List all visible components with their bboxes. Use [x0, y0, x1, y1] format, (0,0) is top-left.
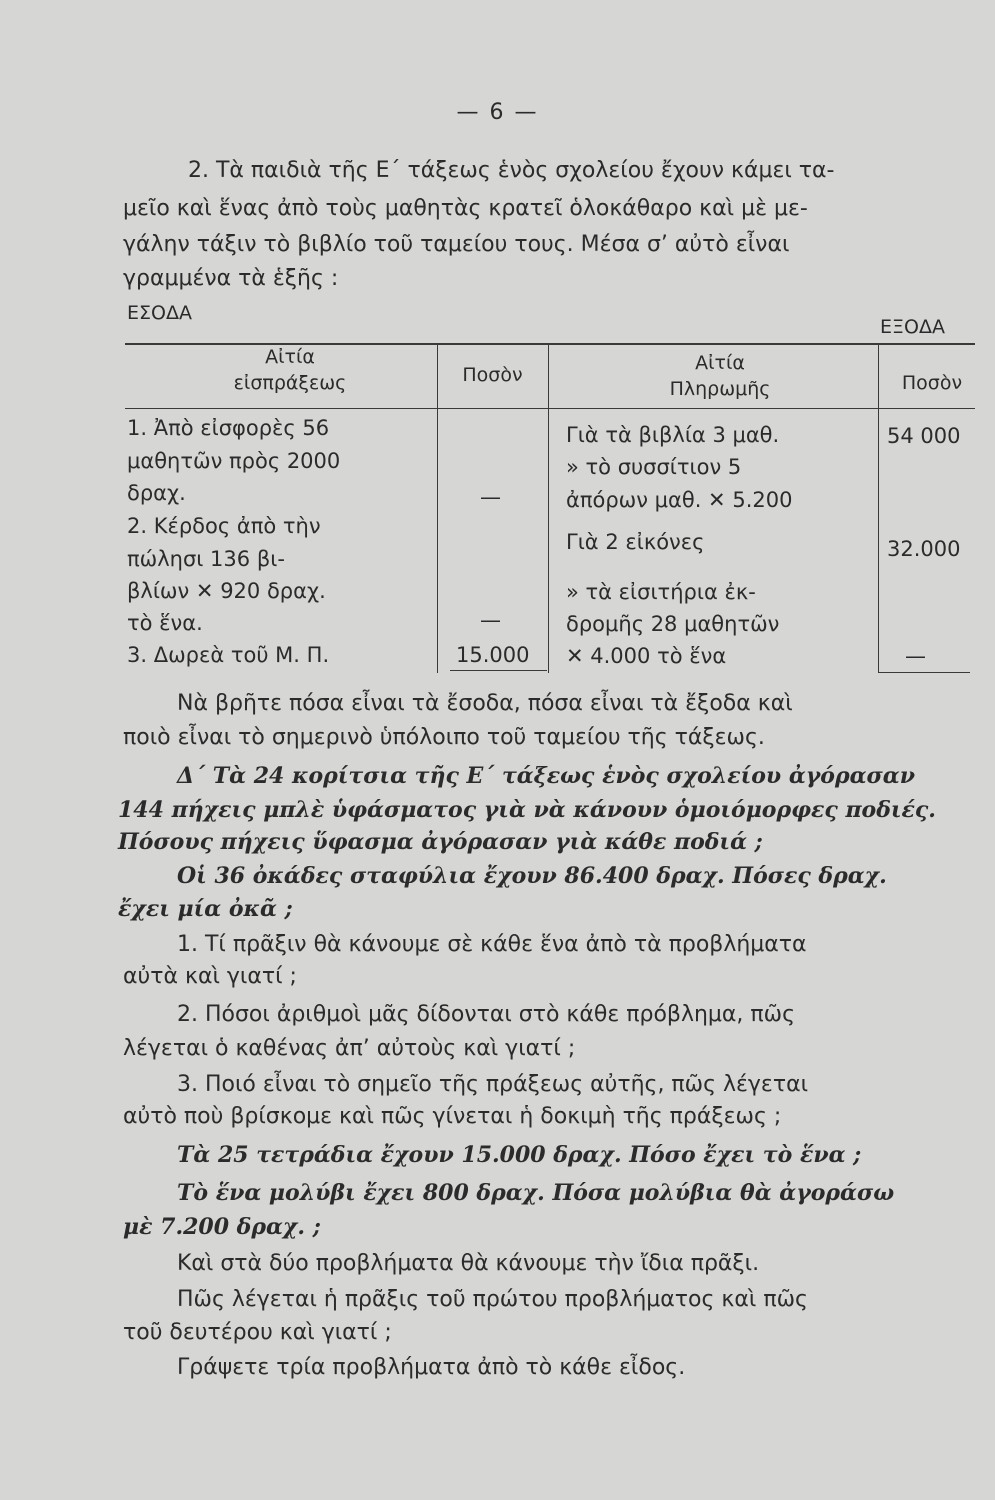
question-line: 1. Τί πρᾶξιν θὰ κάνουμε σὲ κάθε ἕνα ἀπὸ τὰ προβλήματα	[177, 932, 807, 957]
income-line: βλίων ✕ 920 δραχ.	[127, 579, 326, 603]
column-divider	[878, 343, 879, 673]
question-line: 2. Πόσοι ἀριθμοὶ μᾶς δίδονται στὸ κάθε πρόβλημα, πῶς	[177, 1002, 795, 1027]
question-line: ποιὸ εἶναι τὸ σημερινὸ ὑπόλοιπο τοῦ ταμείου τῆς τάξεως.	[123, 725, 765, 750]
expense-title: ΕΞΟΔΑ	[880, 316, 945, 338]
question-line: λέγεται ὁ καθένας ἀπ’ αὐτοὺς καὶ γιατί ;	[123, 1036, 576, 1061]
income-line: δραχ.	[127, 481, 186, 505]
question-line: αὐτὸ ποὺ βρίσκομε καὶ πῶς γίνεται ἡ δοκιμὴ τῆς πράξεως ;	[123, 1104, 782, 1129]
table-header-rule	[125, 408, 975, 409]
problem-line: Δ΄ Τὰ 24 κορίτσια τῆς Ε΄ τάξεως ἑνὸς σχολείου ἀγόρασαν	[177, 763, 915, 789]
intro-line: γάλην τάξιν τὸ βιβλίο τοῦ ταμείου τους. Μέσα σ’ αὐτὸ εἶναι	[123, 232, 790, 257]
closing-line: Πῶς λέγεται ἡ πρᾶξις τοῦ πρώτου προβλήματος καὶ πῶς	[177, 1287, 808, 1312]
income-line: 2. Κέρδος ἀπὸ τὴν	[127, 514, 321, 538]
income-amount: —	[480, 608, 501, 632]
question-line: αὐτὰ καὶ γιατί ;	[123, 964, 297, 989]
cell-rule	[878, 672, 970, 673]
header-cause-expense: Αἰτία Πληρωμῆς	[669, 352, 771, 400]
problem-line: μὲ 7.200 δραχ. ;	[123, 1214, 321, 1240]
expense-line: Γιὰ τὰ βιβλία 3 μαθ.	[566, 423, 780, 447]
income-line: τὸ ἕνα.	[127, 611, 203, 635]
intro-line: μεῖο καὶ ἕνας ἀπὸ τοὺς μαθητὰς κρατεῖ ὁλοκάθαρο καὶ μὲ με-	[123, 196, 808, 221]
problem-line: ἔχει μία ὀκᾶ ;	[118, 896, 293, 922]
problem-line: 144 πήχεις μπλὲ ὑφάσματος γιὰ νὰ κάνουν ὁμοιόμορφες ποδιές.	[118, 797, 936, 823]
expense-amount: 54 000	[887, 424, 961, 448]
problem-line: Οἱ 36 ὀκάδες σταφύλια ἔχουν 86.400 δραχ. Πόσες δραχ.	[177, 863, 887, 889]
question-line: 3. Ποιό εἶναι τὸ σημεῖο τῆς πράξεως αὐτῆς, πῶς λέγεται	[177, 1072, 809, 1097]
income-line: 1. Ἀπὸ εἰσφορὲς 56	[127, 416, 330, 440]
expense-line: δρομῆς 28 μαθητῶν	[566, 612, 780, 636]
question-line: Νὰ βρῆτε πόσα εἶναι τὰ ἔσοδα, πόσα εἶναι τὰ ἔξοδα καὶ	[177, 691, 793, 716]
expense-line: ἀπόρων μαθ. ✕ 5.200	[566, 488, 793, 512]
expense-line: ✕ 4.000 τὸ ἕνα	[566, 644, 727, 668]
closing-line: τοῦ δευτέρου καὶ γιατί ;	[123, 1320, 392, 1345]
column-divider	[437, 343, 438, 673]
income-line: μαθητῶν πρὸς 2000	[127, 449, 341, 473]
closing-line: Γράψετε τρία προβλήματα ἀπὸ τὸ κάθε εἶδος.	[177, 1355, 686, 1380]
problem-line: Τὰ 25 τετράδια ἔχουν 15.000 δραχ. Πόσο ἔχει τὸ ἕνα ;	[177, 1142, 862, 1168]
income-amount: 15.000	[456, 643, 530, 667]
problem-line: Πόσους πήχεις ὕφασμα ἀγόρασαν γιὰ κάθε ποδιά ;	[118, 829, 763, 855]
header-amount-income: Ποσὸν	[462, 364, 523, 386]
sum-rule	[450, 670, 547, 671]
income-line: 3. Δωρεὰ τοῦ Μ. Π.	[127, 643, 330, 667]
expense-line: » τὰ εἰσιτήρια ἐκ-	[566, 580, 756, 604]
intro-line: γραμμένα τὰ ἑξῆς :	[123, 266, 339, 291]
income-line: πώλησι 136 βι-	[127, 547, 285, 571]
expense-line: » τὸ συσσίτιον 5	[566, 455, 742, 479]
income-title: ΕΣΟΔΑ	[127, 302, 192, 324]
expense-amount: 32.000	[887, 537, 961, 561]
header-amount-expense: Ποσὸν	[901, 372, 963, 394]
expense-amount: —	[905, 644, 926, 668]
column-divider	[548, 343, 549, 673]
income-amount: —	[480, 485, 501, 509]
page-number: — 6 —	[456, 100, 539, 125]
problem-line: Τὸ ἕνα μολύβι ἔχει 800 δραχ. Πόσα μολύβια θὰ ἀγοράσω	[177, 1180, 895, 1206]
intro-line: 2. Τὰ παιδιὰ τῆς Ε΄ τάξεως ἑνὸς σχολείου ἔχουν κάμει τα-	[188, 158, 835, 183]
closing-line: Καὶ στὰ δύο προβλήματα θὰ κάνουμε τὴν ἴδια πρᾶξι.	[177, 1251, 760, 1276]
expense-line: Γιὰ 2 εἰκόνες	[566, 530, 705, 554]
header-cause-income: Αἰτία εἰσπράξεως	[233, 346, 347, 394]
